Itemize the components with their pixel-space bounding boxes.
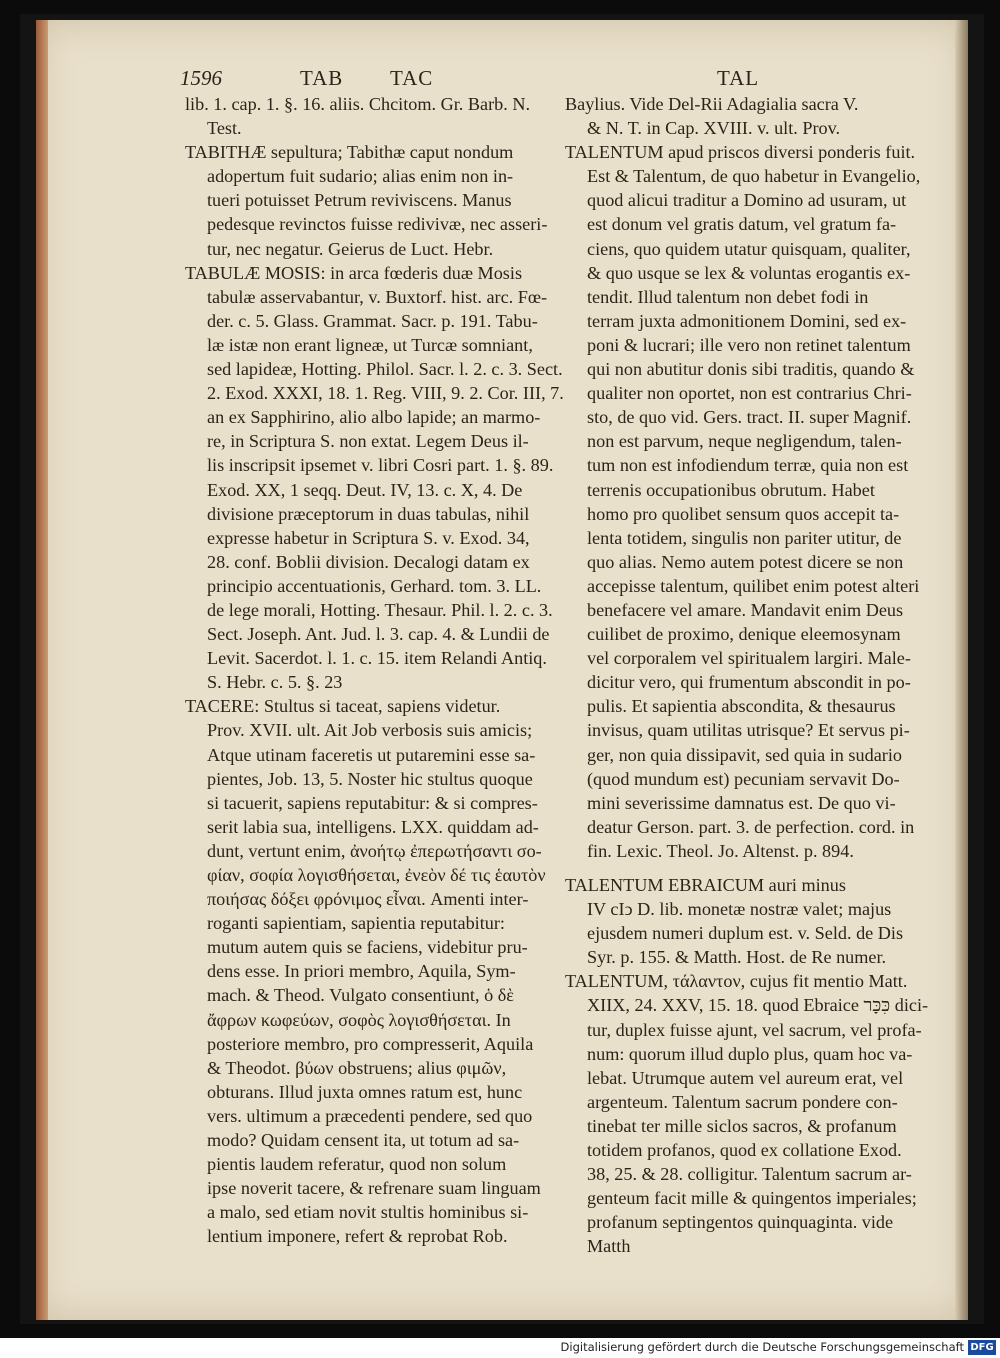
text-line: num: quorum illud duplo plus, quam hoc va- xyxy=(587,1043,913,1064)
text-line: Test. xyxy=(207,118,242,139)
text-line: (quod mundum est) pecuniam servavit Do- xyxy=(587,768,900,789)
text-line: sed lapideæ, Hotting. Philol. Sacr. l. 2. c. 3. Sect. xyxy=(207,359,563,380)
text-line: vers. ultimum a præcedenti pendere, sed quo xyxy=(207,1105,533,1126)
text-line: mini severissime damnatus est. De quo vi- xyxy=(587,792,896,813)
text-line: tueri potuisset Petrum reviviscens. Manus xyxy=(207,190,512,211)
text-line: est donum vel gratis datum, vel gratum fa- xyxy=(587,214,897,235)
text-line: poni & lucrari; ille vero non retinet talentum xyxy=(587,334,911,355)
text-line: benefacere vel amare. Mandavit enim Deus xyxy=(587,599,904,620)
text-line: ἄφρων κωφεύων, σοφὸς λογισθήσεται. In xyxy=(207,1009,511,1030)
text-line: S. Hebr. c. 5. §. 23 xyxy=(207,672,343,693)
text-line: pulis. Et sapientia abscondita, & thesaurus xyxy=(587,696,896,717)
text-line: lenta totidem, singulis non pariter utitur, de xyxy=(587,527,902,548)
text-line: posteriore membro, pro compresserit, Aquila xyxy=(207,1033,534,1054)
text-line: roganti sapientiam, sapientia reputabitur: xyxy=(207,913,505,934)
text-line: φίαν, σοφία λογισθήσεται, ἐνεὸν δέ τις ἑαυτὸν xyxy=(207,865,546,885)
text-line: 2. Exod. XXXI, 18. 1. Reg. VIII, 9. 2. Cor. III, 7. xyxy=(207,383,564,404)
text-line: cuilibet de proximo, denique eleemosynam xyxy=(587,624,901,645)
text-line: pedesque revinctos fuisse redivivæ, nec asseri- xyxy=(207,214,548,235)
text-line: non est parvum, neque negligendum, talen- xyxy=(587,431,902,452)
text-line: tur, nec negatur. Geierus de Luct. Hebr. xyxy=(207,238,494,259)
text-line: re, in Scriptura S. non extat. Legem Deus il- xyxy=(207,431,529,452)
text-line: tendit. Illud talentum non debet fodi in xyxy=(587,286,869,307)
text-line: mach. & Theod. Vulgato consentiunt, ὁ δὲ xyxy=(207,985,514,1006)
text-line: de lege morali, Hotting. Thesaur. Phil. l. 2. c. 3. xyxy=(207,599,553,620)
text-line: & Theodot. βύων obstruens; alius φιμῶν, xyxy=(207,1057,507,1078)
text-line: homo pro quolibet sensum quos accepit ta- xyxy=(587,503,900,524)
running-head-right: TAL xyxy=(717,66,760,90)
text-line: sto, de quo vid. Gers. tract. II. super Magnif. xyxy=(587,407,912,428)
text-line: accepisse talentum, quilibet enim potest alteri xyxy=(587,575,920,596)
text-line: divisione præceptorum in duas tabulas, nihil xyxy=(207,503,530,524)
text-line: Syr. p. 155. & Matth. Host. de Re numer. xyxy=(587,947,887,968)
text-line: dens esse. In priori membro, Aquila, Sym- xyxy=(207,961,516,982)
text-line: qualiter non oportet, non est contrarius Chri- xyxy=(587,383,912,404)
footer-credit: Digitalisierung gefördert durch die Deutsche Forschungsgemeinschaft xyxy=(560,1340,964,1354)
text-line: argenteum. Talentum sacrum pondere con- xyxy=(587,1091,898,1112)
text-line: dunt, vertunt enim, ἀνοήτῳ ἐπερωτήσαντι σο- xyxy=(207,840,542,861)
text-line: modo? Quidam censent ita, ut totum ad sa- xyxy=(207,1130,520,1151)
text-line: Sect. Joseph. Ant. Jud. l. 3. cap. 4. & Lundii de xyxy=(207,624,550,645)
text-line: lib. 1. cap. 1. §. 16. aliis. Chcitom. Gr. Barb. N. xyxy=(185,94,531,114)
text-line: pientes, Job. 13, 5. Noster hic stultus quoque xyxy=(207,768,533,789)
text-line: TABITHÆ sepultura; Tabithæ caput nondum xyxy=(185,142,514,163)
text-line: expresse habetur in Scriptura S. v. Exod. 34, xyxy=(207,527,530,548)
text-line: IV cIↄ D. lib. monetæ nostræ valet; majus xyxy=(587,899,892,920)
text-line: terram juxta admonitionem Domini, sed ex- xyxy=(587,310,907,331)
text-line: Baylius. Vide Del-Rii Adagialia sacra V. xyxy=(565,94,859,114)
text-line: mutum autem quis se faciens, videbitur pru- xyxy=(207,937,528,958)
text-line: terrenis occupationibus obrutum. Habet xyxy=(587,479,875,500)
text-line: obturans. Illud juxta omnes ratum est, hunc xyxy=(207,1081,523,1102)
text-line: læ istæ non erant ligneæ, ut Turcæ somniant, xyxy=(207,334,533,355)
text-line: lis inscripsit ipsemet v. libri Cosri part. 1. §. 89. xyxy=(207,455,554,476)
footer-bar xyxy=(0,1338,1000,1358)
text-line: lentium imponere, refert & reprobat Rob. xyxy=(207,1226,508,1247)
text-line: TACERE: Stultus si taceat, sapiens videtur. xyxy=(185,696,501,717)
text-line: ciens, quo quidem utatur quisquam, qualiter, xyxy=(587,238,911,259)
text-line: fin. Lexic. Theol. Jo. Altenst. p. 894. xyxy=(587,840,854,861)
text-line: adopertum fuit sudario; alias enim non in- xyxy=(207,166,514,187)
text-line: dicitur vero, qui frumentum abscondit in po- xyxy=(587,672,911,693)
text-line: ejusdem numeri duplum est. v. Seld. de Dis xyxy=(587,923,904,944)
text-line: tum non est infodiendum terræ, quia non est xyxy=(587,455,909,476)
right-text-column xyxy=(565,92,935,1259)
running-head-left-1: TAB xyxy=(300,66,344,90)
text-line: quod alicui traditur a Domino ad usuram, ut xyxy=(587,190,907,211)
dfg-logo: DFG xyxy=(968,1340,996,1355)
text-line: si tacuerit, sapiens reputabitur: & si compres- xyxy=(207,792,538,813)
text-line: tinebat ter mille siclos sacros, & profanum xyxy=(587,1115,897,1136)
text-line: an ex Sapphirino, alio albo lapide; an marmo- xyxy=(207,407,541,428)
text-line: vel corporalem vel spiritualem largiri. Male- xyxy=(587,648,911,669)
text-line: a malo, sed etiam novit stultis hominibus si- xyxy=(207,1202,529,1223)
page-outer-edge xyxy=(955,20,968,1320)
text-line: deatur Gerson. part. 3. de perfection. cord. in xyxy=(587,816,915,837)
text-line: & N. T. in Cap. XVIII. v. ult. Prov. xyxy=(587,118,841,139)
text-line: genteum facit mille & quingentos imperiales; xyxy=(587,1188,917,1209)
page-binding-edge xyxy=(36,20,48,1320)
text-line: pientis laudem referatur, quod non solum xyxy=(207,1154,507,1175)
text-line: 38, 25. & 28. colligitur. Talentum sacrum ar- xyxy=(587,1164,912,1185)
page-number: 1596 xyxy=(180,66,222,90)
text-line: Levit. Sacerdot. l. 1. c. 15. item Relandi Antiq. xyxy=(207,648,547,669)
text-line: Est & Talentum, de quo habetur in Evangelio, xyxy=(587,166,921,187)
text-line: totidem profanos, quod ex collatione Exod. xyxy=(587,1140,902,1161)
text-line: tabulæ asservabantur, v. Buxtorf. hist. arc. Fœ- xyxy=(207,286,548,307)
text-line: TALENTUM apud priscos diversi ponderis fuit. xyxy=(565,142,916,163)
text-line: quo alias. Nemo autem potest dicere se non xyxy=(587,551,904,572)
text-line: XIIX, 24. XXV, 15. 18. quod Ebraice כִּכָּר dici- xyxy=(587,995,929,1016)
text-line: ποιήσας δόξει φρόνιμος εἶναι. Amenti inter- xyxy=(207,889,529,910)
text-line: TALENTUM EBRAICUM auri minus xyxy=(565,875,846,895)
text-line: Atque utinam faceretis ut putaremini esse sa- xyxy=(207,744,536,765)
text-line: der. c. 5. Glass. Grammat. Sacr. p. 191. Tabu- xyxy=(207,310,538,331)
text-line: ger, non quia dissipavit, sed quia in sudario xyxy=(587,744,902,765)
left-text-column xyxy=(185,92,564,1249)
text-line: Matth xyxy=(587,1236,631,1257)
text-line: TABULÆ MOSIS: in arca fœderis duæ Mosis xyxy=(185,262,523,283)
text-line: tur, duplex fuisse ajunt, vel sacrum, vel profa- xyxy=(587,1019,922,1040)
text-line: lebat. Utrumque autem vel aureum erat, vel xyxy=(587,1067,904,1088)
text-line: TALENTUM, τάλαντον, cujus fit mentio Matt. xyxy=(565,971,908,992)
text-line: Exod. XX, 1 seqq. Deut. IV, 13. c. X, 4. De xyxy=(207,479,523,500)
text-line: & quo usque se lex & voluntas erogantis ex- xyxy=(587,262,911,283)
text-line: serit labia sua, intelligens. LXX. quiddam ad- xyxy=(207,816,539,837)
text-line: invisus, quam utilitas utrisque? Et servus pi- xyxy=(587,720,910,741)
text-line: qui non abutitur donis sibi traditis, quando & xyxy=(587,359,915,380)
text-line: profanum septingentos quinquaginta. vide xyxy=(587,1212,894,1233)
text-line: Prov. XVII. ult. Ait Job verbosis suis amicis; xyxy=(207,720,533,741)
text-line: ipse noverit tacere, & refrenare suam linguam xyxy=(207,1178,541,1199)
text-line: principio accentuationis, Gerhard. tom. 3. LL. xyxy=(207,575,542,596)
running-head-left-2: TAC xyxy=(390,66,434,90)
text-line xyxy=(565,863,935,873)
text-line: 28. conf. Boblii division. Decalogi datam ex xyxy=(207,551,530,572)
